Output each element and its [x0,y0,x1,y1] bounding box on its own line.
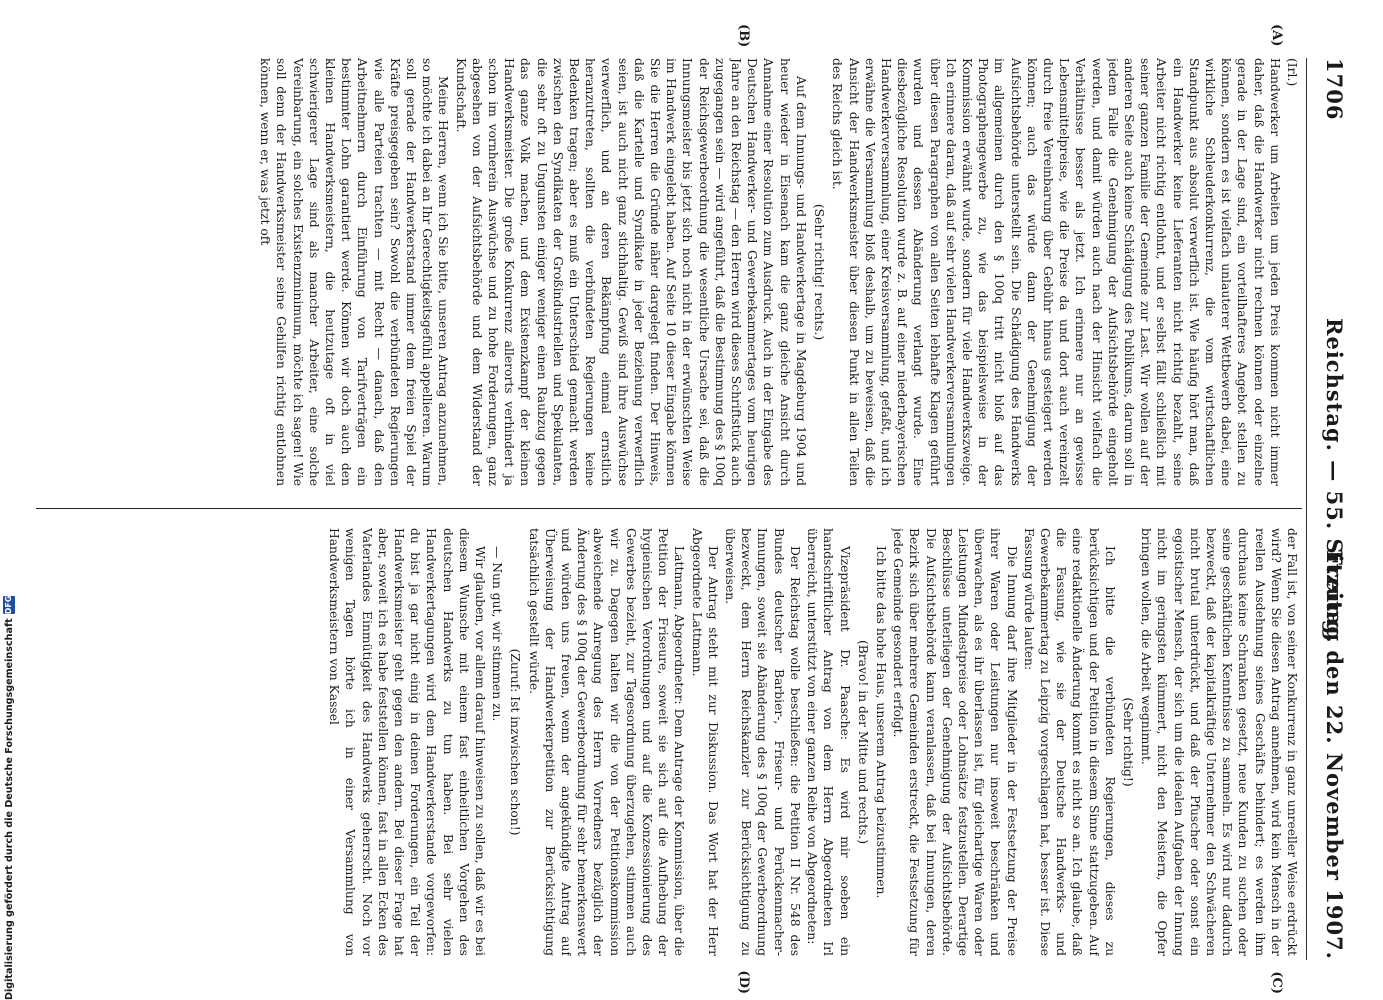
paragraph: Ich bitte die verbündeten Regierungen, dieses zu berücksichtigen und der Petition in diesem Sinne stattzugeben. Auf eine redaktionelle Änderung kommt es nicht so an. Ich glaube, daß die Fassung, wie sie der Deutsche Handwerks- und Gewerbekammertag zu Leipzig vorgeschlagen hat, besser ist. Diese Fassung würde lauten: [1021,528,1117,956]
credit-text: Digitalisierung gefördert durch die Deutsche Forschungsgemeinschaft [3,618,15,1000]
paragraph: (Zuruf: Ist inzwischen schon!) [508,648,523,836]
paragraph: Lattmann, Abgeordneter: Dem Antrage der Kommission, über die Petition der Friseure, soweit sie sich auf die Aufhebung der hygienischen Verordnungen und auf die Konzessionierung des Gewerbes bezieht, zur Tagesordnung überzugehen, stimmen auch wir zu. Dagegen halten wir die von der Petitionskommission abweichende Anregung des Herrn Vorredners bezüglich der Änderung des § 100q der Gewerbeordnung für sehr bemerkenswert und würden uns freuen, wenn der angekündigte Antrag auf Überweisung der Handwerkerpetition zur Berücksichtigung tatsächlich gestellt würde. [526,528,687,956]
dfg-logo-icon: DFG [4,595,13,615]
left-column [36,58,1300,486]
session-date: Freitag den 22. November 1907. [1322,550,1347,960]
paragraph: Der Antrag steht mit zur Diskussion. Das Wort hat der Herr Abgeordnete Lattmann. [689,528,720,956]
paragraph: Handwerker um Arbeiten um jeden Preis kommen nicht immer daher, daß die Handwerker nicht rechnen können oder einzelne gerade in der Lage sind, ein vorteilhafteres Angebot stellen zu können, sondern es ist vielfach unlauterer Wettbewerb dabei, eine wirkliche Schleuderkonkurrenz, die vom wirtschaftlichen Standpunkt aus absolut verwerflich ist. Wie häufig hört man, daß ein Handwerker keine Lieferanten nicht richtig bezahlt, seine Arbeiter nicht richtig entlohnt, und er selbst fällt schließlich mit seiner ganzen Familie der Gemeinde zur Last. Wir wollen auf der anderen Seite auch keine Schädigung des Publikums, darum soll in jedem Falle die Genehmigung der Aufsichtsbehörde eingeholt werden, und damit würden auch nach der Hinsicht vielfach die Verhältnisse besser als jetzt. Ich erinnere nur an gewisse Lebensmittelpreise, wie die Preise da und dort auch vereinzelt durch freie Vereinbarung über Gebühr hinaus gesteigert werden können; auch das würde dann der Genehmigung der Aufsichtsbehörde unterstellt sein. Die Schädigung des Handwerks im allgemeinen durch den § 100q tritt nicht bloß auf das Photographengewerbe zu, wie das beispielsweise in der Kommission erwähnt wurde, sondern für viele Handwerkszweige. Ich erinnere daran, daß auf sehr vielen Handwerkerversammlungen über diesen Paragraphen von allen Seiten lebhafte Klagen geführt wurden und dessen Abänderung verlangt wurde. Eine diesbezügliche Resolution wurde z. B. auf einer niederbayerischen Handwerkerversammlung, einer Kreisversammlung, gefaßt, und ich erwähne die Versammlung bloß deshalb, um zu beweisen, daß die Ansicht der Handwerksmeister über diesen Punkt in allen Teilen des Reichs gleich ist. [830,58,1282,486]
margin-marker-c: (C) [1269,971,1284,994]
margin-marker-b: (B) [736,24,751,48]
paragraph: (Irl.) [1285,58,1299,87]
paragraph: Ich bitte das hohe Haus, unserem Antrag beizustimmen. [873,546,888,899]
paragraph: (Sehr richtig! rechts.) [812,203,827,341]
session-title: Reichstag. — 55. Sitzung. [1322,318,1347,644]
paragraph: Vizepräsident Dr. Paasche: Es wird mir soeben ein handschriftlicher Antrag von dem Herrn Abgeordneten Irl überreicht, unterstützt von einer ganzen Reihe von Abgeordneten: [805,528,852,956]
paragraph: Meine Herren, wenn ich Sie bitte, unseren Antrag anzunehmen, so möchte ich dabei an Ihr Gerechtigkeitsgefühl appellieren. Warum soll gerade der Handwerkerstand immer dem freien Spiel der Kräfte preisgegeben sein? Sowohl die verbündeten Regierungen wie alle Parteien trachten — mit Recht — danach, daß den Arbeitnehmern durch Einführung von Tarifverträgen ein bestimmter Lohn garantiert werde. Können wir doch auch den kleinen Handwerksmeistern, die heutzutage oft in viel schwierigerer Lage sind als mancher Arbeiter, eine solche Vereinbarung, ein solches Existenzminimum, möchte ich sagen! Wie soll denn der Handwerksmeister seine Gehilfen richtig entlohnen können, wenn er, was jetzt oft [258,58,451,486]
paragraph: Auf dem Innungs- und Handwerkertage in Magdeburg 1904 und heuer wieder in Eisenach kam die ganz gleiche Ansicht durch Annahme einer Resolution zum Ausdruck. Auch in der Eingabe des Deutschen Handwerker- und Gewerbekammertages vom heurigen Jahre an den Reichstag — den Herren wird dieses Schriftstück auch zugegangen sein — wird angeführt, daß die Bestimmung des § 100q der Reichsgewerbeordnung die wesentliche Ursache sei, daß die Innungsmeister bis jetzt sich noch nicht in der erwünschten Weise im Handwerk eingelebt haben. Auf Seite 10 dieser Eingabe können Sie die Herren die Gründe näher dargelegt finden. Der Hinweis, daß die Kartelle und Syndikate in jeder Beziehung verwerflich seien, ist auch nicht ganz stichhaltig. Gewiß sind ihre Auswüchse verwerflich, und an deren Bekämpfung einmal ernstlich heranzutreten, sollten die verbündeten Regierungen keine Bedenken tragen; aber es muß ein Unterschied gemacht werden zwischen den Syndikaten der Großindustriellen und Spekulanten, die sehr oft zu Ungunsten einiger weniger einen Raubzug gegen das ganze Volk machen, und dem Existenzkampf der kleinen Handwerksmeister. Die große Konkurrenz allerorts verhindert ja schon im vornherein Auswüchse und zu hohe Forderungen, ganz abgesehen von der Aufsichtsbehörde und dem Widerstand der Kundschaft. [453,58,808,486]
margin-marker-a: (A) [1269,24,1284,47]
paragraph: (Sehr richtig!) [1120,697,1135,787]
margin-marker-d: (D) [736,970,751,994]
text-columns [36,24,1306,994]
page-number: 1706 [1322,58,1347,121]
paragraph: Wir glauben, vor allem darauf hinweisen zu sollen, daß wir es bei diesem Wunsche mit einem fast einheitlichen Vorgehen des deutschen Handwerks zu tun haben. Bei sehr vielen Handwerkertagungen wird dem Handwerkerstande vorgeworfen: du bist ja gar nicht einig in deinen Forderungen, ein Teil der Handwerksmeister geht gegen den andern. Bei dieser Frage hat aber, soweit ich es habe feststellen können, fast in allen Ecken des Vaterlandes Einmütigkeit des Handwerks geherrscht. Noch vor wenigen Tagen hörte ich in einer Versammlung von Handwerksmeistern von Kassel [327,528,488,956]
paragraph: (Bravo! in der Mitte und rechts.) [855,639,870,845]
paragraph: Die Innung darf ihre Mitglieder in der Festsetzung der Preise ihrer Waren oder Leistungen nur insoweit beschränken und überwachen, als es ihr überlassen ist, für gleichartige Waren oder Leistungen Mindestpreise oder Lohnsätze festzustellen. Derartige Beschlüsse unterliegen der Genehmigung der Aufsichtsbehörde. Die Aufsichtsbehörde kann veranlassen, daß bei Innungen, deren Bezirk sich über mehrere Gemeinden erstreckt, die Festsetzung für jede Gemeinde gesondert erfolgt. [891,528,1019,956]
page-header [1306,58,1363,960]
right-column [36,528,1300,956]
digitization-credit [2,595,16,1000]
column-divider [36,508,1302,509]
paragraph: Der Reichstag wolle beschließen: die Petition II Nr. 548 des Bundes deutscher Barbier-, Friseur- und Perückenmacher-Innungen, soweit sie Abänderung des § 100q der Gewerbeordnung bezweckt, dem Herrn Reichskanzler zur Berücksichtigung zu überweisen. [723,528,802,956]
paragraph: der Fall ist, von seiner Konkurrenz in ganz unreeller Weise erdrückt wird? Wenn Sie diesen Antrag annehmen, wird kein Mensch in der reellen Ausdehnung seines Geschäfts behindert; es werden ihm durchaus keine Schranken gesetzt, neue Kunden zu suchen oder seine geschäftlichen Kenntnisse zu sammeln. Es wird nur dadurch bezweckt, daß der kapitalkräftige Unternehmer den Schwächeren nicht brutal unterdrückt, und daß der Pfuscher oder sonst ein egoistischer Mensch, der sich um die idealen Aufgaben der Innung nicht im geringsten kümmert, nicht den Meistern, die Opfer bringen wollen, die Arbeit wegnimmt. [1139,528,1299,956]
paragraph: — Nun gut, wir stimmen zu. [490,546,505,722]
